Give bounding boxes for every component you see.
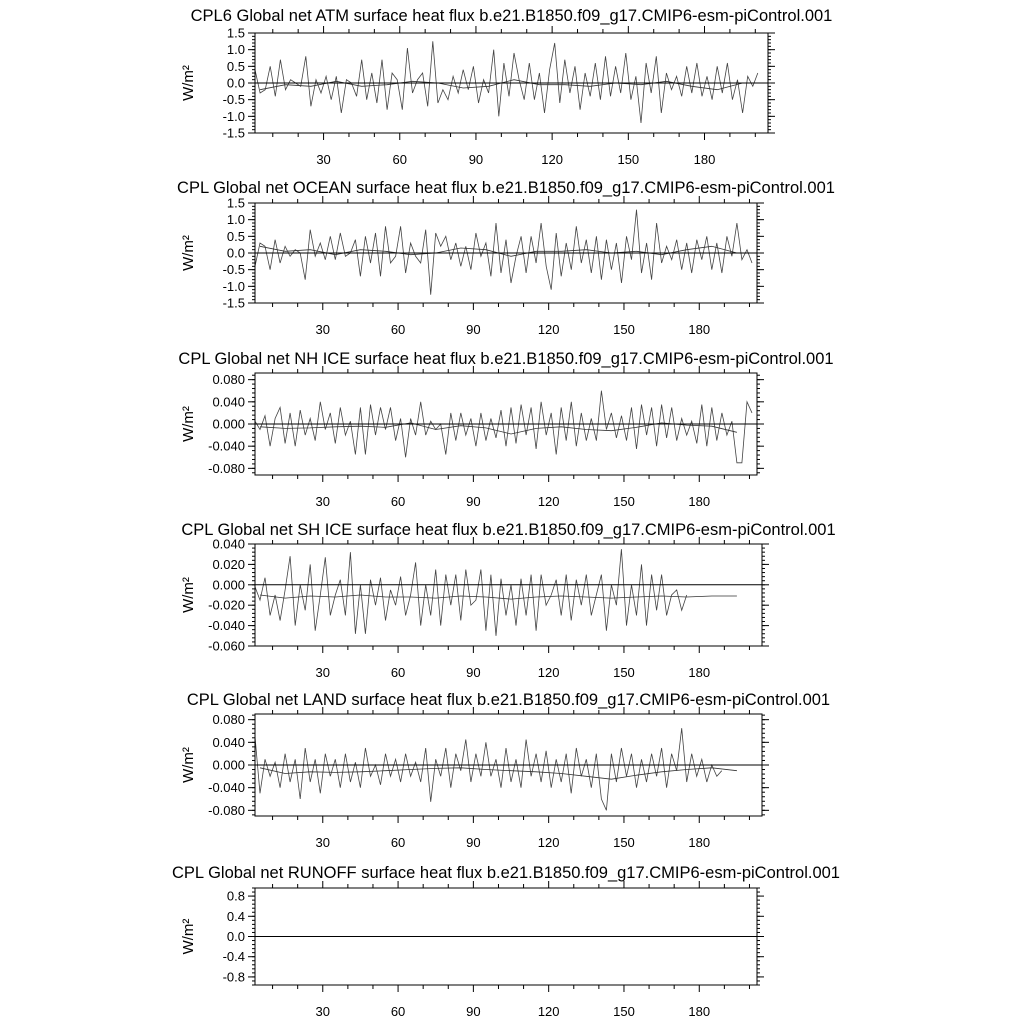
- y-tick-label: 0.8: [226, 888, 245, 904]
- x-tick-label: 90: [466, 494, 481, 509]
- x-tick-label: 30: [315, 835, 331, 850]
- chart-panel-4: [180, 521, 836, 680]
- y-tick-label: 1.0: [226, 42, 245, 58]
- x-tick-label: 180: [688, 665, 711, 680]
- y-tick-label: 0.5: [226, 58, 245, 74]
- y-tick-label: -0.4: [222, 949, 245, 965]
- y-tick-label: -0.040: [208, 780, 245, 796]
- y-axis-label: W/m²: [180, 577, 197, 613]
- y-tick-label: 0.080: [212, 712, 245, 728]
- y-tick-label: 0.0: [226, 245, 245, 261]
- y-tick-label: 0.040: [212, 394, 245, 410]
- chart-panel-2: [177, 179, 835, 337]
- chart-panel-1: [180, 7, 832, 167]
- x-tick-label: 150: [617, 152, 640, 167]
- y-tick-label: 0.000: [212, 757, 245, 773]
- y-tick-label: 0.080: [212, 372, 245, 388]
- x-tick-label: 180: [688, 1004, 711, 1019]
- y-tick-label: -1.0: [222, 278, 245, 294]
- x-tick-label: 180: [688, 835, 711, 850]
- plot-frame: [255, 544, 762, 646]
- x-tick-label: 60: [390, 835, 406, 850]
- y-tick-label: 0.020: [212, 556, 245, 572]
- y-tick-label: -0.020: [208, 597, 245, 613]
- x-tick-label: 30: [315, 494, 331, 509]
- y-tick-label: -0.080: [208, 802, 245, 818]
- x-tick-label: 150: [613, 1004, 635, 1019]
- x-tick-label: 30: [316, 152, 331, 167]
- x-tick-label: 60: [390, 494, 406, 509]
- y-tick-label: 0.040: [212, 536, 245, 552]
- series-line-annual: [255, 549, 687, 636]
- y-tick-label: 1.5: [226, 25, 245, 41]
- x-tick-label: 180: [688, 494, 711, 509]
- y-tick-label: -0.5: [222, 262, 245, 278]
- chart-panel-3: [178, 350, 833, 509]
- x-tick-label: 60: [390, 322, 406, 337]
- x-tick-label: 120: [537, 665, 560, 680]
- y-axis-label: W/m²: [180, 747, 197, 783]
- chart-title: CPL Global net LAND surface heat flux b.e21.B1850.f09_g17.CMIP6-esm-piControl.001: [186, 691, 831, 709]
- y-tick-label: 0.0: [226, 929, 245, 944]
- chart-title: CPL Global net SH ICE surface heat flux b.e21.B1850.f09_g17.CMIP6-esm-piControl.001: [181, 521, 836, 539]
- chart-panel-6: [172, 864, 840, 1019]
- x-tick-label: 120: [541, 152, 563, 167]
- x-tick-label: 180: [693, 152, 716, 167]
- y-tick-label: 0.4: [226, 908, 245, 924]
- y-tick-label: -1.0: [222, 108, 245, 124]
- x-tick-label: 30: [315, 322, 331, 337]
- y-tick-label: 0.0: [226, 75, 245, 91]
- chart-title: CPL6 Global net ATM surface heat flux b.e21.B1850.f09_g17.CMIP6-esm-piControl.001: [190, 7, 833, 25]
- chart-title: CPL Global net OCEAN surface heat flux b.e21.B1850.f09_g17.CMIP6-esm-piControl.001: [177, 179, 835, 197]
- y-tick-label: 0.5: [226, 228, 245, 244]
- x-tick-label: 30: [315, 1004, 331, 1019]
- x-tick-label: 120: [537, 1004, 560, 1019]
- y-tick-label: -0.8: [222, 969, 245, 985]
- x-tick-label: 60: [392, 152, 407, 167]
- chart-title: CPL Global net RUNOFF surface heat flux b.e21.B1850.f09_g17.CMIP6-esm-piControl.001: [172, 864, 840, 882]
- x-tick-label: 30: [315, 665, 331, 680]
- x-tick-label: 180: [688, 322, 711, 337]
- y-tick-label: -0.040: [208, 438, 245, 454]
- x-tick-label: 90: [468, 152, 484, 167]
- y-axis-label: W/m²: [180, 918, 197, 955]
- chart-panel-5: [180, 691, 830, 850]
- y-tick-label: -0.060: [208, 638, 245, 654]
- x-tick-label: 60: [390, 1004, 406, 1019]
- x-tick-label: 90: [466, 322, 481, 337]
- y-axis-label: W/m²: [180, 65, 197, 101]
- y-tick-label: 0.000: [212, 416, 245, 432]
- y-tick-label: 1.0: [226, 212, 245, 228]
- y-axis-label: W/m²: [180, 235, 197, 271]
- x-tick-label: 60: [390, 665, 406, 680]
- x-tick-label: 90: [466, 1004, 481, 1019]
- x-tick-label: 150: [613, 494, 635, 509]
- y-tick-label: 1.5: [226, 195, 245, 211]
- x-tick-label: 120: [537, 835, 560, 850]
- chart-title: CPL Global net NH ICE surface heat flux b.e21.B1850.f09_g17.CMIP6-esm-piControl.001: [178, 350, 834, 368]
- y-tick-label: -0.040: [208, 618, 245, 634]
- x-tick-label: 120: [537, 322, 560, 337]
- y-tick-label: 0.040: [212, 734, 245, 750]
- x-tick-label: 90: [466, 835, 481, 850]
- y-tick-label: -1.5: [222, 295, 245, 311]
- y-tick-label: -0.080: [208, 460, 245, 476]
- x-tick-label: 150: [613, 322, 635, 337]
- series-line-smoothed: [260, 595, 737, 599]
- series-line-annual: [255, 210, 752, 295]
- x-tick-label: 90: [466, 665, 481, 680]
- y-tick-label: -1.5: [222, 125, 245, 141]
- y-tick-label: 0.000: [212, 577, 245, 593]
- y-tick-label: -0.5: [222, 92, 245, 108]
- x-tick-label: 150: [613, 835, 635, 850]
- x-tick-label: 120: [537, 494, 560, 509]
- y-axis-label: W/m²: [180, 406, 197, 442]
- x-tick-label: 150: [613, 665, 635, 680]
